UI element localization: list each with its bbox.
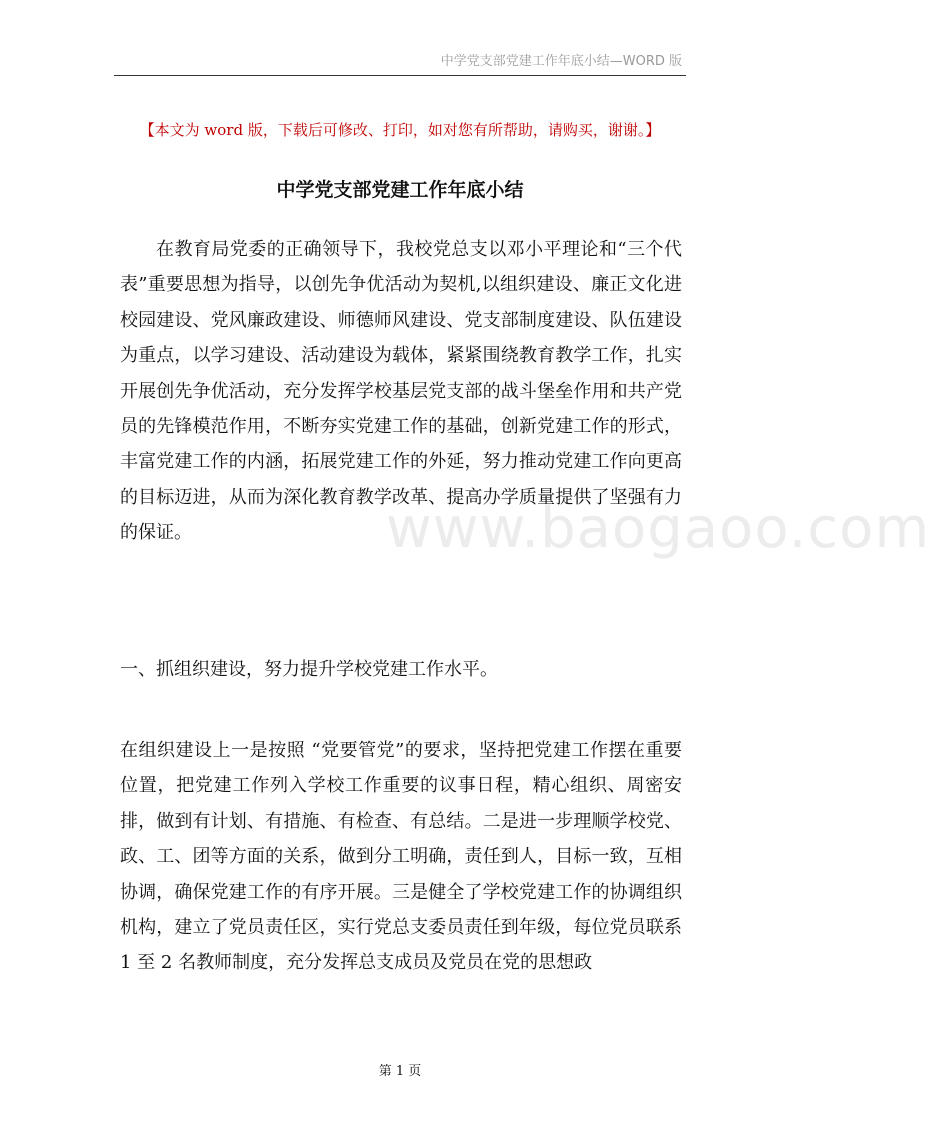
page-header-text: 中学党支部党建工作年底小结—WORD 版 — [440, 54, 682, 69]
section-heading: 一、抓组织建设，努力提升学校党建工作水平。 — [120, 659, 498, 680]
watermark: www.baogaoo.com — [386, 496, 930, 561]
document-title: 中学党支部党建工作年底小结 — [276, 179, 524, 201]
page-number: 第 1 页 — [378, 1064, 422, 1079]
intro-paragraph: 在教育局党委的正确领导下，我校党总支以邓小平理论和“三个代表”重要思想为指导，以创先争优活动为契机,以组织建设、廉正文化进校园建设、党风廉政建设、师德师风建设、党支部制度建设、队伍建设为重点，以学习建设、活动建设为载体，紧紧围绕教育教学工作，扎实开展创先争优活动，充分发挥学校基层党支部的战斗堡垒作用和共产党员的先锋模范作用，不断夯实党建工作的基础，创新党建工作的形式，丰富党建工作的内涵，拓展党建工作的外延，努力推动党建工作向更高的目标迈进，从而为深化教育教学改革、提高办学质量提供了坚强有力的保证。 — [120, 239, 682, 544]
download-notice: 【本文为 word 版，下载后可修改、打印，如对您有所帮助，请购买，谢谢。】 — [139, 121, 661, 139]
header-divider — [114, 75, 686, 76]
section-body-paragraph: 在组织建设上一是按照 “党要管党”的要求，坚持把党建工作摆在重要位置，把党建工作列入学校工作重要的议事日程，精心组织、周密安排，做到有计划、有措施、有检查、有总结。二是进一步理顺学校党、政、工、团等方面的关系，做到分工明确，责任到人，目标一致，互相协调，确保党建工作的有序开展。三是健全了学校党建工作的协调组织机构，建立了党员责任区，实行党总支委员责任到年级，每位党员联系 1 至 2 名教师制度，充分发挥总支成员及党员在党的思想政 — [120, 740, 682, 974]
